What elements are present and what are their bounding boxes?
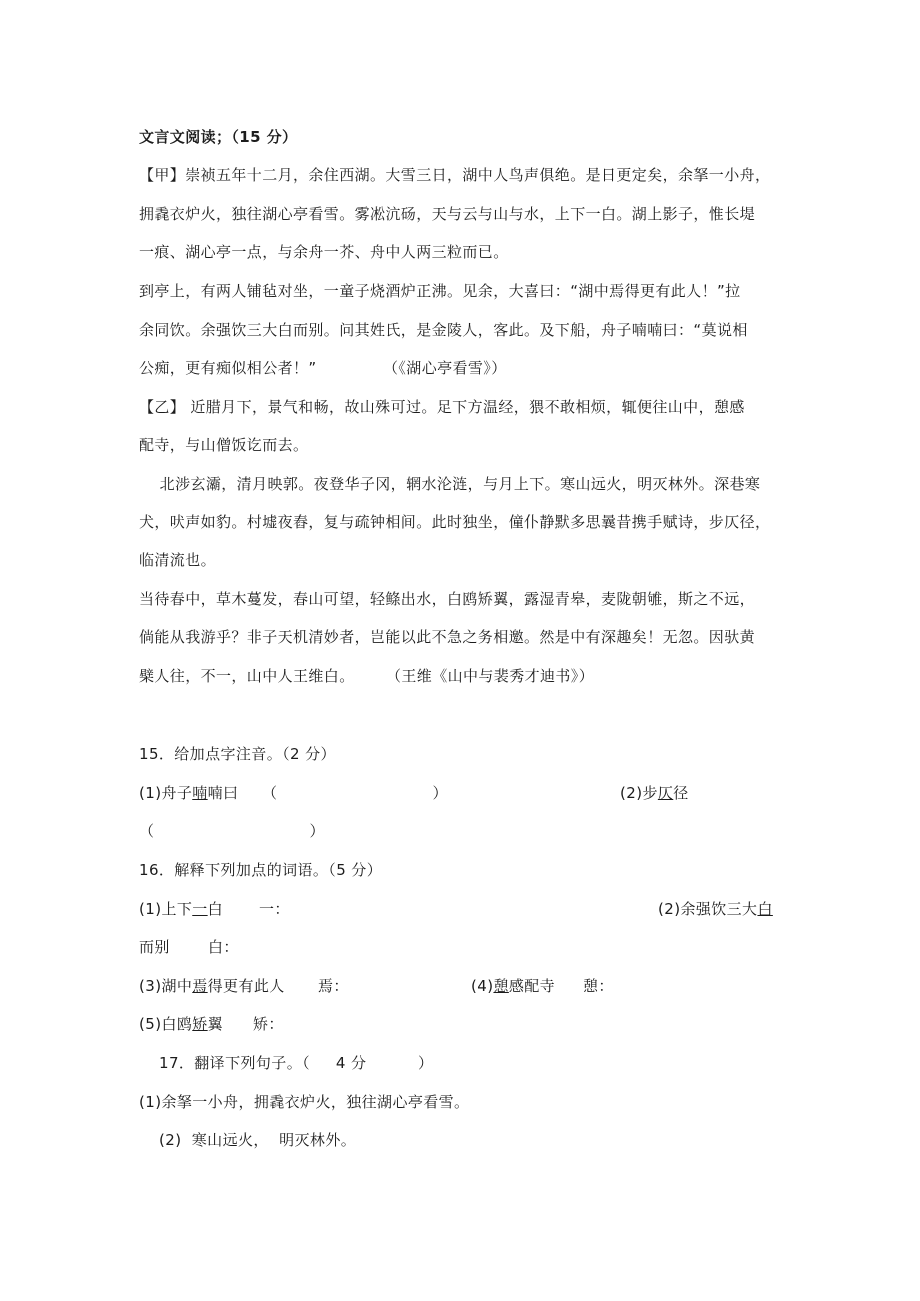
question-16-title: 16．解释下列加点的词语。（5 分） [139, 861, 383, 879]
question-16-item-3 [139, 976, 285, 996]
marked-char: 白 [757, 900, 773, 918]
passage-b-line: 【乙】 近腊月下，景气和畅，故山殊可过。足下方温经，猥不敢相烦，辄便往山中，憩感 [139, 398, 745, 416]
question-15-item-2 [620, 783, 689, 803]
item-text: 感配寺 [508, 977, 556, 995]
passage-a-line: 【甲】崇祯五年十二月，余住西湖。大雪三日，湖中人鸟声俱绝。是日更定矣，余拏一小舟， [139, 166, 771, 184]
passage-b-line: 北涉玄灞，清月映郭。夜登华子冈，辋水沦涟，与月上下。寒山远火，明灭林外。深巷寒 [139, 475, 761, 493]
passage-b-line: 当待春中，草木蔓发，春山可望，轻鲦出水，白鸥矫翼，露湿青皋，麦陇朝雊，斯之不远， [139, 590, 756, 608]
marked-char: 仄 [657, 784, 674, 802]
passage-b-line: 临清流也。 [139, 551, 217, 569]
passage-b-source: （王维《山中与裴秀才迪书》） [386, 667, 595, 685]
item-text: 径 [673, 784, 689, 802]
passage-b-line: 犬，吠声如豹。村墟夜舂，复与疏钟相间。此时独坐，僮仆静默多思曩昔携手赋诗，步仄径， [139, 513, 771, 531]
item-text: 得更有此人 [207, 977, 285, 995]
marked-char: 矫 [192, 1015, 208, 1033]
answer-key: 矫： [253, 1015, 284, 1033]
item-text: (3)湖中 [139, 977, 193, 995]
passage-a-line: 余同饮。余强饮三大白而别。问其姓氏，是金陵人，客此。及下船，舟子喃喃曰：“莫说相 [139, 321, 748, 339]
marked-char: 喃 [192, 784, 208, 802]
item-text: 白 [207, 900, 224, 918]
item-text: (2)步 [620, 784, 658, 802]
answer-key: 焉： [318, 977, 349, 995]
question-16-item-2-cont: 而别 [139, 938, 170, 956]
section-heading: 文言文阅读；（15 分） [139, 128, 298, 146]
item-text: (5)白鸥 [139, 1015, 193, 1033]
item-text: (2)余强饮三大 [658, 900, 758, 918]
question-17-item-2: (2) 寒山远火， 明灭林外。 [159, 1131, 357, 1149]
answer-blank[interactable]: （ ） [139, 822, 325, 840]
marked-char: 憩 [493, 977, 509, 995]
question-16-item-5 [139, 1014, 223, 1034]
passage-a-line: 到亭上，有两人铺毡对坐，一童子烧酒炉正沸。见余，大喜曰：“湖中焉得更有此人！”拉 [139, 282, 741, 300]
question-16-item-1 [139, 899, 223, 919]
passage-a-source: （《湖心亭看雪》） [383, 359, 507, 377]
question-15-title: 15．给加点字注音。（2 分） [139, 745, 336, 763]
answer-key: 憩： [583, 977, 614, 995]
question-17-title: 17．翻译下列句子。（ 4 分 ） [159, 1054, 434, 1072]
answer-blank[interactable]: （ ） [262, 784, 448, 802]
marked-char: 焉 [192, 977, 208, 995]
passage-b-line: 倘能从我游乎？非子天机清妙者，岂能以此不急之务相邀。然是中有深趣矣！无忽。因驮黄 [139, 628, 756, 646]
item-text: (4) [471, 977, 494, 995]
question-16-item-2 [658, 899, 773, 919]
answer-key: 一： [259, 900, 290, 918]
question-16-item-4 [471, 976, 555, 996]
item-text: 喃曰 [207, 784, 239, 802]
item-text: (1)舟子 [139, 784, 193, 802]
marked-char: 一 [192, 900, 208, 918]
passage-b-line: 配寺，与山僧饭讫而去。 [139, 436, 309, 454]
passage-b-line: 檗人往，不一，山中人王维白。 [139, 667, 355, 685]
answer-key: 白： [208, 938, 239, 956]
passage-a-line: 公痴，更有痴似相公者！” [139, 359, 317, 377]
item-text: 翼 [207, 1015, 224, 1033]
item-text: (1)上下 [139, 900, 193, 918]
question-17-item-1: (1)余拏一小舟，拥毳衣炉火，独往湖心亭看雪。 [139, 1093, 470, 1111]
passage-a-line: 拥毳衣炉火，独往湖心亭看雪。雾凇沆砀，天与云与山与水，上下一白。湖上影子，惟长堤 [139, 205, 756, 223]
question-15-item-1 [139, 783, 238, 803]
passage-a-line: 一痕、湖心亭一点，与余舟一芥、舟中人两三粒而已。 [139, 243, 509, 261]
